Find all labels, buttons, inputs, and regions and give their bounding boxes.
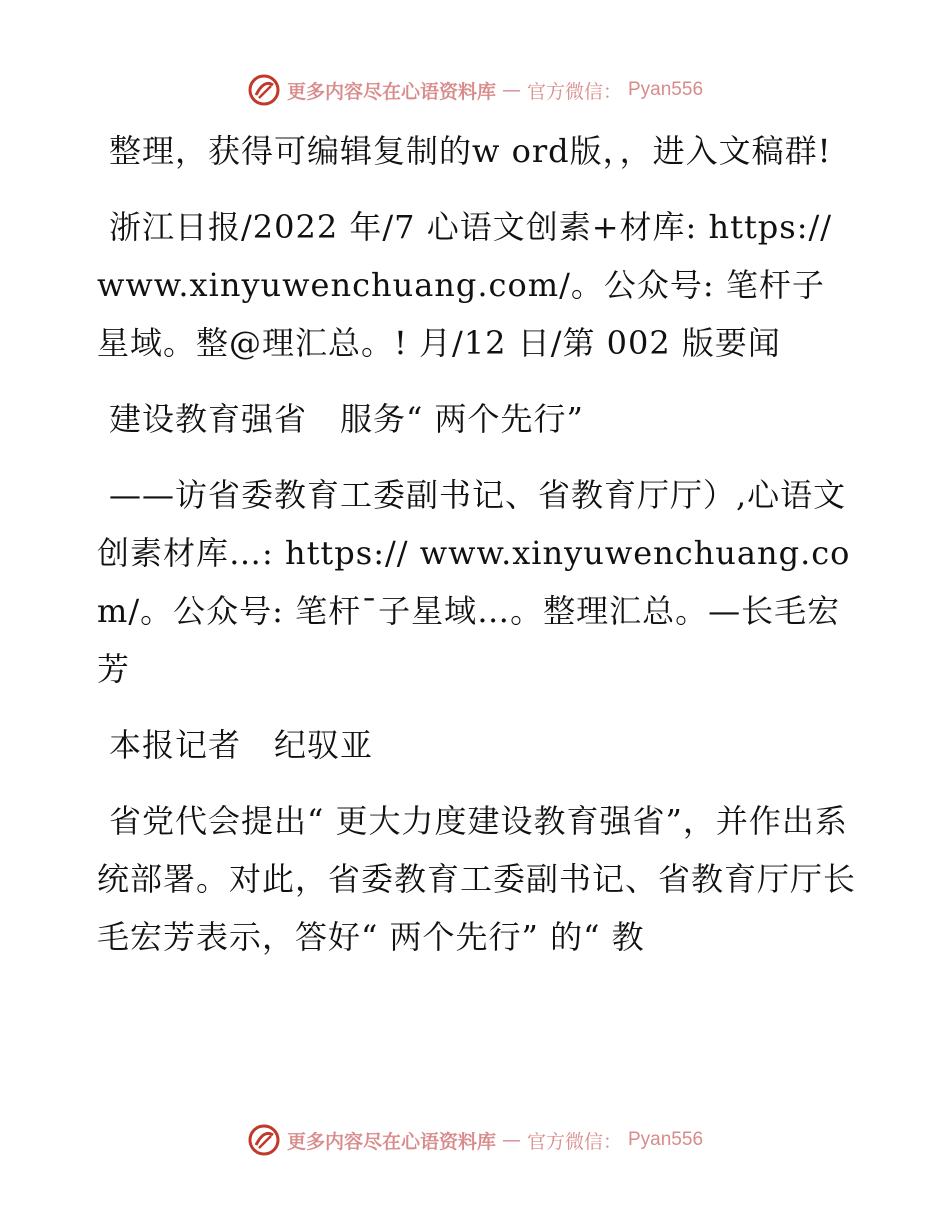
- document-body: [97, 122, 857, 984]
- article-title: 建设教育强省 服务“ 两个先行”: [109, 400, 584, 438]
- xinyu-logo-icon: [247, 73, 281, 107]
- footer-banner: [0, 1120, 950, 1160]
- paragraph-body: 省党代会提出“ 更大力度建设教育强省”，并作出系统部署。对此，省委教育工委副书记、省教育厅厅长毛宏芳表示，答好“ 两个先行” 的“ 教: [97, 802, 857, 956]
- banner-separator: —: [501, 1129, 521, 1151]
- article-subtitle: ——访省委教育工委副书记、省教育厅厅）,心语文创素材库…: https:// www.xinyuwenchuang.com/。公众号: 笔杆¯子星域…。整理汇总。—长毛宏芳: [97, 476, 851, 688]
- xinyu-logo-icon: [247, 1123, 281, 1157]
- banner-wechat-label: 官方微信：: [526, 80, 622, 103]
- banner-main-text: 更多内容尽在心语资料库: [286, 80, 496, 103]
- paragraph-intro: 整理，获得可编辑复制的w ord版，，进入文稿群!: [109, 132, 832, 170]
- banner-wechat-label: 官方微信：: [526, 1130, 622, 1153]
- banner-main-text: 更多内容尽在心语资料库: [286, 1130, 496, 1153]
- article-byline: 本报记者 纪驭亚: [109, 726, 374, 764]
- header-banner: [0, 70, 950, 110]
- paragraph-source: 浙江日报/2022 年/7 心语文创素+材库: https://www.xinyuwenchuang.com/。公众号: 笔杆子星域。整@理汇总。! 月/12 日/第 002 版要闻: [97, 208, 833, 362]
- banner-separator: —: [501, 79, 521, 101]
- banner-wechat-id: Pyan556: [628, 79, 704, 100]
- banner-wechat-id: Pyan556: [628, 1129, 704, 1150]
